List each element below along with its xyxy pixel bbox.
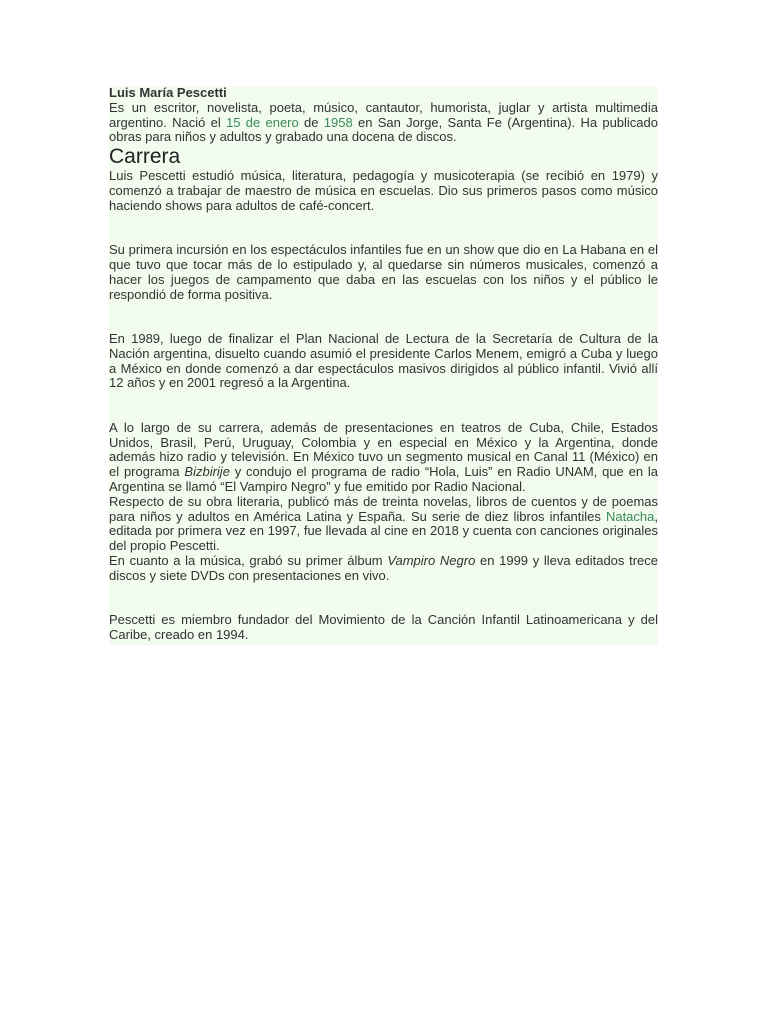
- intro-paragraph: [109, 101, 658, 145]
- natacha-link[interactable]: Natacha: [605, 508, 655, 524]
- spacer: [109, 228, 658, 243]
- p5-text-b: , editada por primera vez en 1997, fue llevada al cine en 2018 y cuenta con canciones originales del propio Pescetti.: [109, 508, 658, 554]
- intro-text-c: en San Jorge, Santa Fe (Argentina). Ha publicado obras para niños y adultos y grabado una docena de discos.: [109, 114, 658, 145]
- career-paragraph-7: Pescetti es miembro fundador del Movimiento de la Canción Infantil Latinoamericana y del Caribe, creado en 1994.: [109, 612, 658, 642]
- spacer: [109, 598, 658, 613]
- career-paragraph-3: En 1989, luego de finalizar el Plan Nacional de Lectura de la Secretaría de Cultura de la Nación argentina, disuelto cuando asumió el presidente Carlos Menem, emigró a Cuba y luego a México en donde comenzó a dar espectáculos masivos dirigidos al público infantil. Vivió allí 12 años y en 2001 regresó a la Argentina.: [109, 330, 658, 391]
- p4-text-a: A lo largo de su carrera, además de presentaciones en teatros de Cuba, Chile, Estados Unidos, Brasil, Perú, Uruguay, Colombia y en especial en México y la Argentina, donde además hizo radio y televisión. En México tuvo un segmento musical en Canal 11 (México) en el programa: [109, 419, 658, 480]
- career-paragraph-4: [109, 421, 658, 495]
- career-paragraph-5: [109, 495, 658, 554]
- birth-year-link[interactable]: 1958: [323, 114, 353, 130]
- section-heading: Carrera: [109, 145, 181, 169]
- spacer: [109, 584, 658, 599]
- career-paragraph-1: Luis Pescetti estudió música, literatura, pedagogía y musicoterapia (se recibió en 1979) y comenzó a trabajar de maestro de música en escuelas. Dio sus primeros pasos como músico haciendo shows para adultos de café-concert.: [109, 168, 658, 213]
- career-paragraph-2: Su primera incursión en los espectáculos infantiles fue en un show que dio en La Habana en el que tuvo que tocar más de lo estipulado y, al quedarse sin números musicales, comenzó a hacer los juegos de campamento que daba en las escuelas con los niños y el público le respondió de forma positiva.: [109, 242, 658, 302]
- intro-text-a: Es un escritor, novelista, poeta, músico, cantautor, humorista, juglar y artista multimedia argentino. Nació el: [109, 99, 658, 130]
- spacer: [109, 317, 658, 332]
- p5-text-a: Respecto de su obra literaria, publicó más de treinta novelas, libros de cuentos y de poemas para niños y adultos en América Latina y España. Su serie de diez libros infantiles: [109, 493, 658, 524]
- album-name: Vampiro Negro: [387, 552, 476, 568]
- intro-text-b: de: [298, 114, 324, 130]
- birth-date-link[interactable]: 15 de enero: [226, 114, 299, 130]
- program-name: Bizbirije: [184, 464, 230, 480]
- spacer: [109, 214, 658, 229]
- p6-text-b: en 1999 y lleva editados trece discos y siete DVDs con presentaciones en vivo.: [109, 552, 658, 583]
- document-body: [109, 86, 658, 645]
- spacer: [109, 302, 658, 317]
- p4-text-b: y condujo el programa de radio “Hola, Luis” en Radio UNAM, que en la Argentina se llamó “El Vampiro Negro” y fue emitido por Radio Nacional.: [109, 464, 658, 494]
- page-title: Luis María Pescetti: [109, 85, 227, 100]
- spacer: [109, 406, 658, 421]
- career-paragraph-6: [109, 554, 658, 584]
- p6-text-a: En cuanto a la música, grabó su primer álbum: [109, 552, 388, 568]
- spacer: [109, 391, 658, 406]
